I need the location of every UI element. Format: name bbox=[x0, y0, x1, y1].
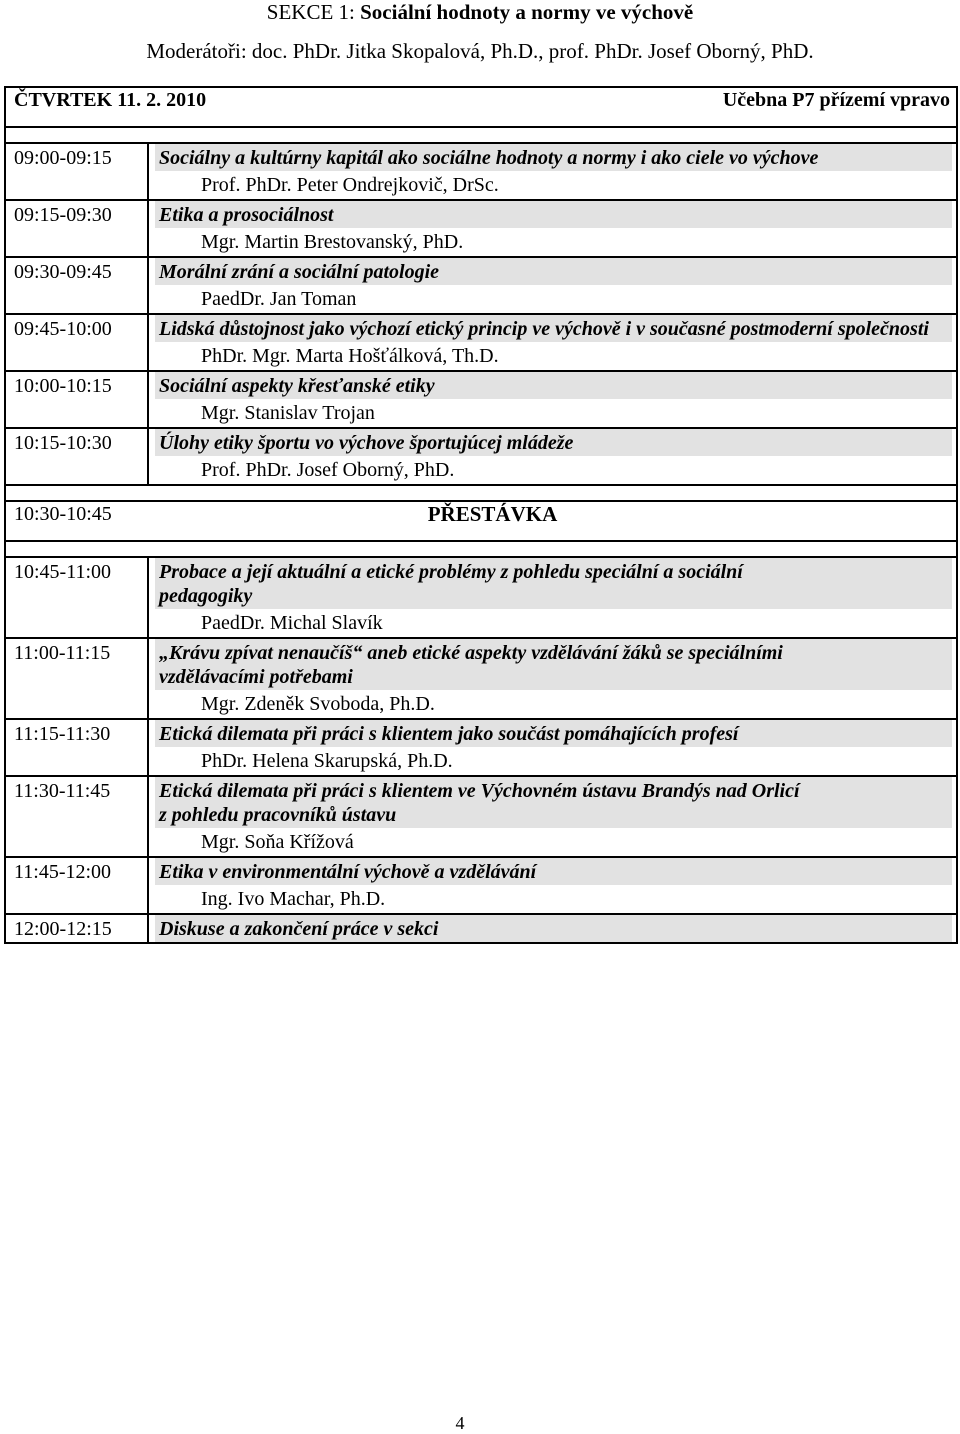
session-row bbox=[5, 719, 957, 776]
session-cell bbox=[148, 200, 957, 257]
session-time: 10:15-10:30 bbox=[5, 428, 148, 485]
session-time: 10:00-10:15 bbox=[5, 371, 148, 428]
session-row bbox=[5, 776, 957, 857]
session-speaker: PaedDr. Jan Toman bbox=[155, 285, 952, 313]
session-cell bbox=[148, 638, 957, 719]
session-title bbox=[155, 558, 952, 609]
session-title-line: z pohledu pracovníků ústavu bbox=[159, 804, 397, 826]
session-cell bbox=[148, 776, 957, 857]
session-title: Diskuse a zakončení práce v sekci bbox=[155, 915, 952, 942]
session-speaker: Ing. Ivo Machar, Ph.D. bbox=[155, 885, 952, 913]
session-title bbox=[155, 777, 952, 828]
session-title bbox=[155, 639, 952, 690]
session-time: 12:00-12:15 bbox=[5, 914, 148, 943]
session-time: 11:15-11:30 bbox=[5, 719, 148, 776]
session-cell bbox=[148, 719, 957, 776]
session-title-line: „Krávu zpívat nenaučíš“ aneb etické aspekty vzdělávání žáků se speciálními bbox=[159, 642, 783, 664]
session-speaker: Mgr. Stanislav Trojan bbox=[155, 399, 952, 427]
session-speaker: PaedDr. Michal Slavík bbox=[155, 609, 952, 637]
session-speaker: Prof. PhDr. Josef Oborný, PhD. bbox=[155, 456, 952, 484]
break-label: PŘESTÁVKA bbox=[427, 502, 558, 526]
session-cell bbox=[148, 257, 957, 314]
session-title: Morální zrání a sociální patologie bbox=[155, 258, 952, 285]
session-cell bbox=[148, 314, 957, 371]
session-row bbox=[5, 857, 957, 914]
page-number: 4 bbox=[455, 1413, 465, 1433]
session-cell bbox=[148, 143, 957, 200]
break-time: 10:30-10:45 bbox=[14, 503, 112, 525]
session-speaker: Prof. PhDr. Peter Ondrejkovič, DrSc. bbox=[155, 171, 952, 199]
section-heading bbox=[0, 0, 960, 25]
session-cell bbox=[148, 557, 957, 638]
session-row bbox=[5, 143, 957, 200]
session-speaker: PhDr. Mgr. Marta Hošťálková, Th.D. bbox=[155, 342, 952, 370]
room-label: Učebna P7 přízemí vpravo bbox=[722, 89, 950, 111]
session-title: Lidská důstojnost jako výchozí etický princip ve výchově i v současné postmoderní společnosti bbox=[155, 315, 952, 342]
session-time: 09:45-10:00 bbox=[5, 314, 148, 371]
section-prefix: SEKCE 1: bbox=[266, 0, 361, 24]
session-cell bbox=[148, 857, 957, 914]
moderators-line: Moderátoři: doc. PhDr. Jitka Skopalová, Ph.D., prof. PhDr. Josef Oborný, PhD. bbox=[146, 39, 814, 63]
break-row bbox=[5, 501, 957, 541]
session-time: 11:30-11:45 bbox=[5, 776, 148, 857]
session-cell bbox=[148, 371, 957, 428]
session-row bbox=[5, 638, 957, 719]
session-cell bbox=[148, 914, 957, 943]
session-time: 10:45-11:00 bbox=[5, 557, 148, 638]
session-title: Sociálny a kultúrny kapitál ako sociálne hodnoty a normy i ako ciele vo výchove bbox=[155, 144, 952, 171]
session-row bbox=[5, 914, 957, 943]
session-time: 11:00-11:15 bbox=[5, 638, 148, 719]
session-title: Etika v environmentální výchově a vzdělávání bbox=[155, 858, 952, 885]
section-title: Sociální hodnoty a normy ve výchově bbox=[360, 0, 694, 24]
session-time: 09:00-09:15 bbox=[5, 143, 148, 200]
session-row bbox=[5, 557, 957, 638]
session-row bbox=[5, 314, 957, 371]
session-title-line: Etická dilemata při práci s klientem ve Výchovném ústavu Brandýs nad Orlicí bbox=[159, 780, 800, 802]
day-label: ČTVRTEK 11. 2. 2010 bbox=[14, 89, 207, 111]
session-speaker: Mgr. Soňa Křížová bbox=[155, 828, 952, 856]
session-speaker: PhDr. Helena Skarupská, Ph.D. bbox=[155, 747, 952, 775]
session-time: 11:45-12:00 bbox=[5, 857, 148, 914]
session-title: Etika a prosociálnost bbox=[155, 201, 952, 228]
session-title: Etická dilemata při práci s klientem jako součást pomáhajících profesí bbox=[155, 720, 952, 747]
session-row bbox=[5, 371, 957, 428]
session-title-line: Probace a její aktuální a etické problémy z pohledu speciální a sociální bbox=[159, 561, 743, 583]
session-cell bbox=[148, 428, 957, 485]
session-time: 09:30-09:45 bbox=[5, 257, 148, 314]
session-title: Sociální aspekty křesťanské etiky bbox=[155, 372, 952, 399]
session-row bbox=[5, 428, 957, 485]
session-title: Úlohy etiky športu vo výchove športujúcej mládeže bbox=[155, 429, 952, 456]
session-time: 09:15-09:30 bbox=[5, 200, 148, 257]
schedule-table bbox=[4, 86, 958, 944]
session-speaker: Mgr. Martin Brestovanský, PhD. bbox=[155, 228, 952, 256]
session-row bbox=[5, 257, 957, 314]
session-row bbox=[5, 200, 957, 257]
session-title-line: vzdělávacími potřebami bbox=[159, 666, 353, 688]
session-title-line: pedagogiky bbox=[159, 585, 253, 607]
session-speaker: Mgr. Zdeněk Svoboda, Ph.D. bbox=[155, 690, 952, 718]
schedule-header-row bbox=[5, 87, 957, 127]
